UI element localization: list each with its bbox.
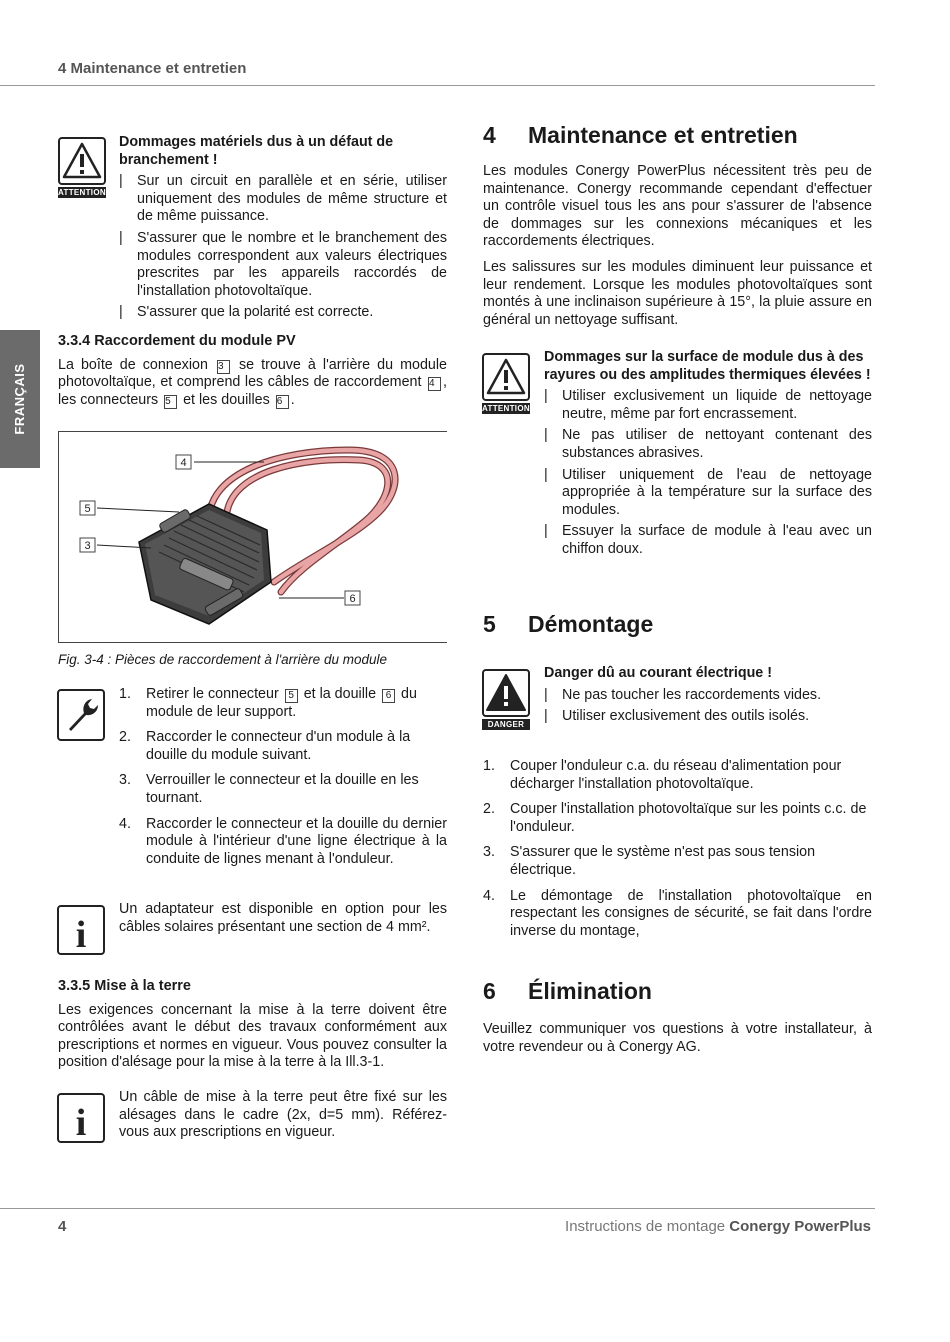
section-title-text: Maintenance et entretien (528, 122, 798, 148)
text-run: Raccorder le connecteur et la douille du dernier module à l'intérieur d'une ligne électrique à la conduite de lignes menant à l'onduleur. (146, 815, 447, 867)
step-number: 4. (119, 815, 131, 832)
footer-doc-title: Instructions de montage (565, 1218, 726, 1235)
section-3-3-4 (58, 333, 447, 409)
attention-icon (58, 137, 106, 198)
header-rule (0, 85, 875, 86)
step-number: 2. (119, 729, 131, 746)
text-run: se trouve à l'arrière du module photovoltaïque, et comprend les câbles de raccordement (58, 356, 447, 391)
figure-caption: Fig. 3-4 : Pièces de raccordement à l'arrière du module (58, 652, 387, 667)
info-note-adapter: Un adaptateur est disponible en option pour les câbles solaires présentant une section de 4 mm². (119, 901, 447, 935)
language-tab-label: FRANÇAIS (12, 363, 28, 435)
step-number: 3. (483, 844, 495, 861)
info-icon (57, 1093, 105, 1149)
ref-box: 6 (276, 395, 289, 409)
section-number: 5 (483, 611, 496, 637)
attention-label: ATTENTION (482, 404, 530, 413)
footer-brand: Conergy PowerPlus (729, 1218, 871, 1235)
attention-label: ATTENTION (58, 188, 106, 197)
section-paragraph (58, 357, 447, 410)
footer-rule (0, 1208, 875, 1209)
list-item: | Essuyer la surface de module à l'eau avec un chiffon doux. (544, 523, 872, 558)
figure-label-4: 4 (180, 457, 187, 469)
section-paragraph: Les salissures sur les modules diminuent leur puissance et leur rendement. Lorsque les modules photovoltaïques sont montés à une inclinaison supérieure à 15°, la pluie assure en général un nettoyage suffisant. (483, 258, 872, 328)
wrench-icon (57, 689, 105, 747)
attention-block (119, 134, 447, 326)
info-icon (57, 905, 105, 961)
svg-text:i: i (75, 914, 87, 955)
list-item (483, 801, 872, 836)
warning-triangle-icon (58, 137, 106, 185)
list-item (119, 686, 447, 721)
section-title-text: Élimination (528, 978, 652, 1004)
danger-triangle-icon (482, 669, 530, 717)
info-note-grounding: Un câble de mise à la terre peut être fixé sur les alésages dans le cadre (2x, d=5 mm). Référez-vous aux prescriptions en vigueur. (119, 1089, 447, 1141)
text-run: Couper l'installation photovoltaïque sur les points c.c. de l'onduleur. (510, 801, 867, 835)
section-heading: 3.3.4 Raccordement du module PV (58, 333, 296, 349)
list-item (119, 729, 447, 764)
step-number: 1. (483, 758, 495, 774)
danger-icon (482, 669, 530, 730)
list-item: | Utiliser uniquement de l'eau de nettoyage appropriée à la température sur la surface des modules. (544, 467, 872, 520)
text-run: Verrouiller le connecteur et la douille en les tournant. (146, 772, 419, 806)
section-3-3-5 (58, 978, 447, 1072)
section-title (483, 121, 872, 149)
ref-box: 4 (428, 377, 441, 391)
list-item: | S'assurer que la polarité est correcte. (119, 304, 447, 322)
text-run: et les douilles (183, 391, 270, 408)
footer-title (565, 1218, 871, 1236)
figure-label-5: 5 (84, 503, 91, 515)
list-item (483, 844, 872, 879)
running-header: 4 Maintenance et entretien (58, 60, 247, 77)
text-run: S'assurer que le système n'est pas sous tension électrique. (510, 844, 816, 878)
junction-box-illustration (59, 432, 448, 644)
list-item (119, 816, 447, 869)
section-paragraph: Les modules Conergy PowerPlus nécessitent très peu de maintenance. Conergy recommande cependant d'effectuer un contrôle visuel tous les ans pour s'assurer de l'absence de dommages sur les connexions mécaniques et les raccordements électriques. (483, 163, 872, 250)
language-tab (0, 330, 40, 468)
list-item: | Ne pas utiliser de nettoyant contenant des substances abrasives. (544, 427, 872, 462)
attention-title: Dommages sur la surface de module dus à des rayures ou des amplitudes thermiques élevées ! (544, 349, 871, 383)
text-run: du module de leur support. (146, 686, 417, 720)
list-item (119, 772, 447, 807)
section-paragraph: Les exigences concernant la mise à la terre doivent être contrôlées avant le début des travaux conformément aux prescriptions et normes en vigueur. Vous pouvez consulter la position d'alésage pour la mise à la terre à la Ill.3-1. (58, 1001, 447, 1071)
page-number: 4 (58, 1218, 67, 1235)
ref-box: 5 (285, 689, 298, 703)
section-4 (483, 121, 872, 329)
attention-icon (482, 353, 530, 414)
section-number: 6 (483, 978, 496, 1004)
text-run: La boîte de connexion (58, 356, 208, 373)
attention-block (544, 349, 872, 563)
list-item: | Utiliser exclusivement des outils isolés. (544, 708, 872, 726)
section-5-title (483, 610, 872, 638)
step-number: 4. (483, 887, 495, 904)
text-run: Couper l'onduleur c.a. du réseau d'alimentation pour décharger l'installation photovoltaïque. (510, 758, 842, 792)
danger-list (544, 687, 872, 726)
svg-text:i: i (75, 1102, 87, 1143)
attention-list (119, 173, 447, 322)
list-item (483, 758, 872, 793)
section-heading: 3.3.5 Mise à la terre (58, 978, 191, 994)
text-run: et la douille (303, 686, 377, 702)
list-item (483, 888, 872, 941)
list-item: | Sur un circuit en parallèle et en série, utiliser uniquement des modules de même structure et de même puissance. (119, 173, 447, 226)
list-item: | S'assurer que le nombre et le branchement des modules correspondent aux valeurs électriques prescrites par les appareils raccordés de l'installation photovoltaïque. (119, 230, 447, 300)
section-paragraph: Veuillez communiquer vos questions à votre installateur, à votre revendeur ou à Conergy AG. (483, 1021, 872, 1055)
danger-label: DANGER (482, 719, 530, 730)
section-title-text: Démontage (528, 611, 654, 637)
section-6 (483, 977, 872, 1056)
step-number: 2. (483, 801, 495, 818)
list-item: | Ne pas toucher les raccordements vides. (544, 687, 872, 705)
warning-triangle-icon (482, 353, 530, 401)
danger-title: Danger dû au courant électrique ! (544, 665, 772, 681)
step-number: 3. (119, 772, 131, 789)
list-item: | Utiliser exclusivement un liquide de nettoyage neutre, même par fort encrassement. (544, 388, 872, 423)
ref-box: 5 (164, 395, 177, 409)
section-number: 4 (483, 122, 496, 148)
dismantling-steps (483, 758, 872, 948)
section-title (483, 977, 872, 1005)
figure-label-3: 3 (84, 540, 91, 552)
connection-steps (119, 686, 447, 876)
danger-block (544, 665, 872, 730)
text-run: Raccorder le connecteur d'un module à la douille du module suivant. (146, 729, 411, 763)
figure-junction-box (58, 431, 447, 643)
ref-box: 6 (382, 689, 395, 703)
text-run: , les connecteurs (58, 374, 447, 408)
figure-label-6: 6 (349, 593, 356, 605)
attention-title: Dommages matériels dus à un défaut de branchement ! (119, 134, 394, 168)
step-number: 1. (119, 686, 131, 702)
text-run: Le démontage de l'installation photovoltaïque en respectant les consignes de sécurité, se fait dans l'ordre inverse du montage, (510, 887, 872, 939)
text-run: . (290, 391, 295, 408)
text-run: Retirer le connecteur (146, 686, 279, 702)
attention-list (544, 388, 872, 558)
ref-box: 3 (217, 360, 230, 374)
